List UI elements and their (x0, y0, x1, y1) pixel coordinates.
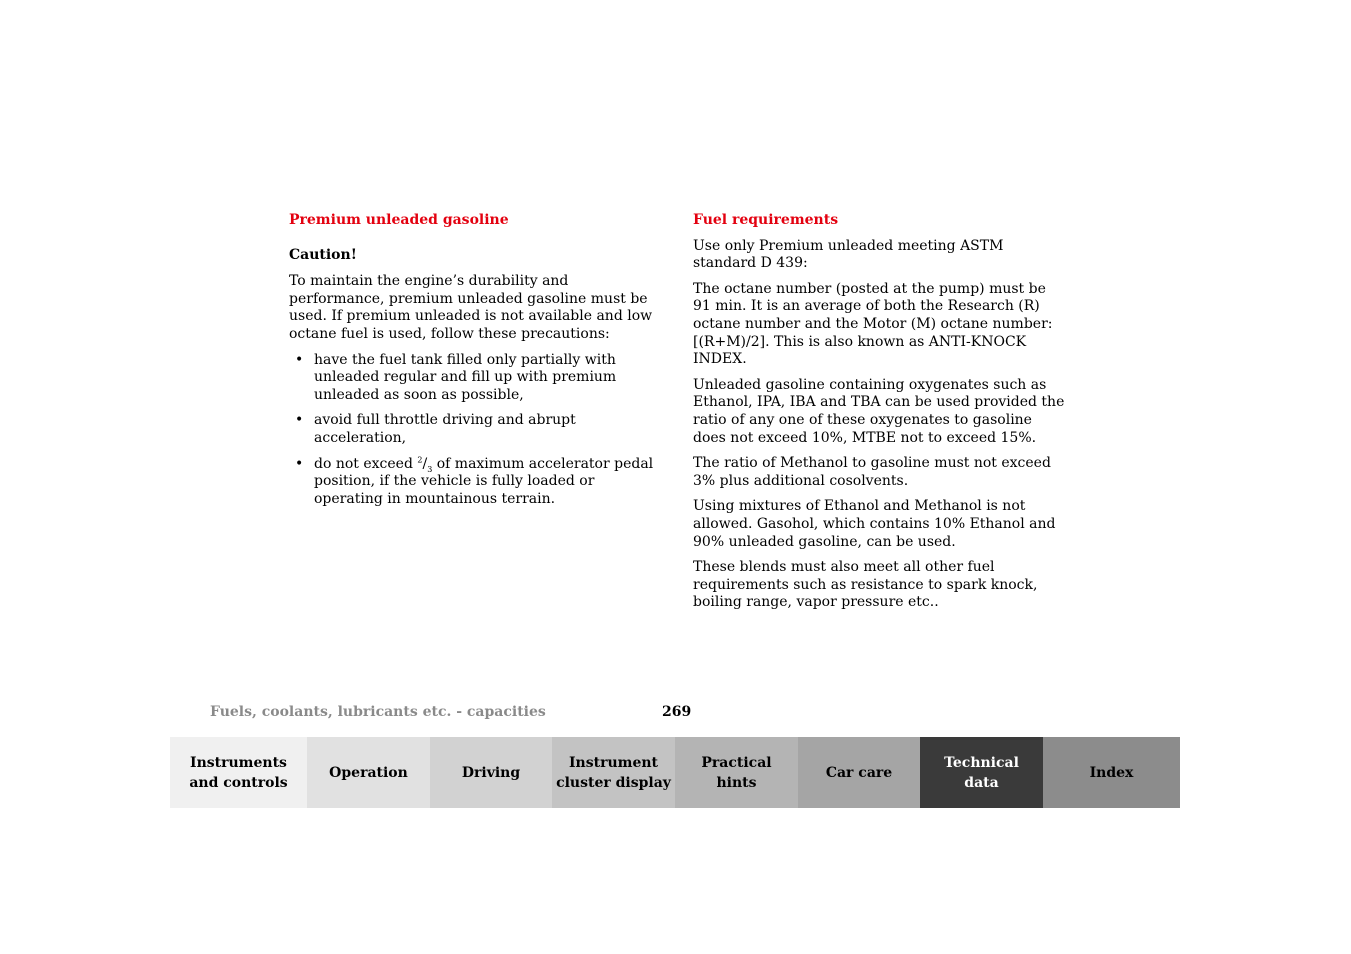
tab-operation[interactable] (307, 737, 430, 808)
list-item-text: have the fuel tank filled only partially with unleaded regular and fill up with premium unleaded as soon as possible, (314, 351, 617, 403)
tab-label: Operation (329, 764, 408, 781)
fraction-numerator: 2 (417, 454, 423, 464)
fraction-slash: / (422, 455, 428, 472)
bullet-icon: • (295, 412, 304, 429)
premium-unleaded-heading: Premium unleaded gasoline (289, 212, 509, 228)
list-item-text-after: of maximum accelerator pedal position, if the vehicle is fully loaded or operating in mountainous terrain. (314, 455, 654, 507)
list-item-text (314, 456, 653, 507)
precautions-list (289, 352, 661, 509)
bullet-icon: • (295, 351, 304, 368)
list-item (289, 352, 661, 405)
tab-label: Practical hints (701, 754, 772, 791)
tab-car-care[interactable] (798, 737, 920, 808)
paragraph: These blends must also meet all other fuel requirements such as resistance to spark knock, boiling range, vapor pressure etc.. (693, 559, 1038, 611)
tab-instruments-and-controls[interactable] (170, 737, 307, 808)
tab-label: Car care (825, 764, 893, 781)
paragraph: Use only Premium unleaded meeting ASTM standard D 439: (693, 237, 1004, 272)
left-column (289, 212, 661, 516)
chapter-tabs (170, 737, 1180, 808)
tab-label: Instrument cluster display (556, 754, 671, 791)
tab-technical-data[interactable] (920, 737, 1043, 808)
tab-label: Instruments and controls (189, 754, 288, 791)
right-column (693, 212, 1065, 620)
list-item (289, 456, 661, 509)
fuel-requirements-heading: Fuel requirements (693, 212, 839, 228)
list-item (289, 412, 661, 447)
paragraph: The octane number (posted at the pump) must be 91 min. It is an average of both the Research (R) octane number and the Motor (M) octane number: [(R+M)/2]. This is also known as ANTI-KNOCK INDEX. (693, 280, 1053, 368)
list-item-text-before: do not exceed (314, 455, 418, 472)
tab-instrument-cluster-display[interactable] (552, 737, 675, 808)
section-title: Fuels, coolants, lubricants etc. - capacities (210, 704, 546, 720)
paragraph: Unleaded gasoline containing oxygenates such as Ethanol, IPA, IBA and TBA can be used provided the ratio of any one of these oxygenates to gasoline does not exceed 10%, MTBE not to exceed 15%. (693, 376, 1065, 446)
tab-label: Index (1089, 764, 1134, 781)
fraction-denominator: 3 (427, 464, 433, 474)
paragraph: The ratio of Methanol to gasoline must not exceed 3% plus additional cosolvents. (693, 455, 1051, 489)
tab-index[interactable] (1043, 737, 1180, 808)
tab-practical-hints[interactable] (675, 737, 798, 808)
caution-label: Caution! (289, 246, 357, 263)
caution-intro: To maintain the engine’s durability and performance, premium unleaded gasoline must be used. If premium unleaded is not available and low octane fuel is used, follow these precautions: (289, 273, 653, 342)
tab-driving[interactable] (430, 737, 552, 808)
tab-label: Technical data (944, 754, 1019, 791)
list-item-text: avoid full throttle driving and abrupt acceleration, (314, 412, 576, 446)
bullet-icon: • (295, 455, 304, 472)
paragraph: Using mixtures of Ethanol and Methanol is not allowed. Gasohol, which contains 10% Ethanol and 90% unleaded gasoline, can be used. (693, 498, 1056, 550)
tab-label: Driving (461, 764, 521, 781)
page-number: 269 (662, 704, 692, 720)
